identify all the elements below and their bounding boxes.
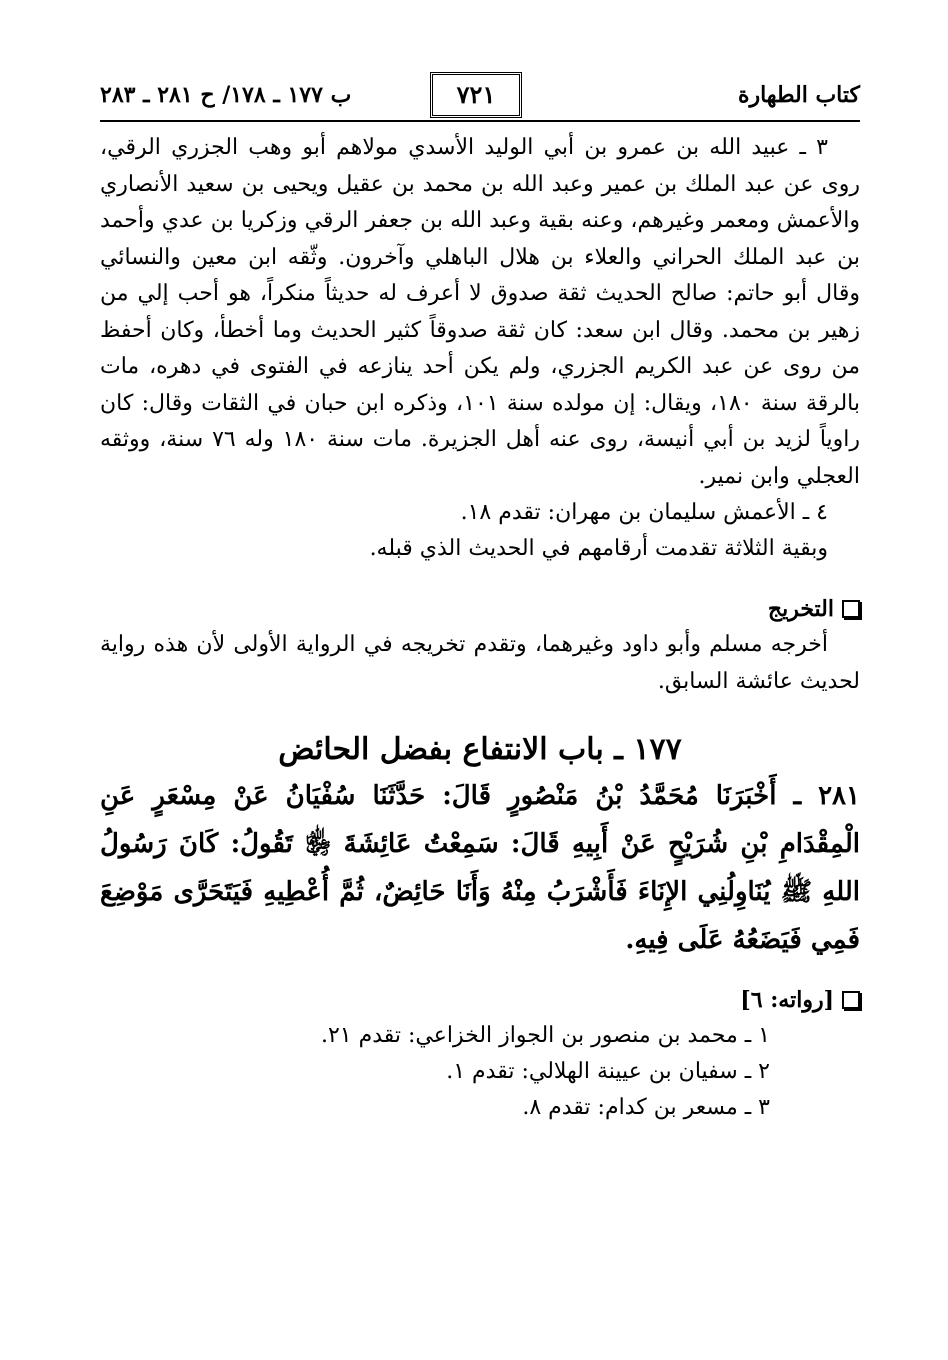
- page-header: [100, 64, 860, 122]
- narrators-heading: [100, 982, 860, 1018]
- narrators-list: [100, 1018, 860, 1126]
- narrators-heading-label: [رواته: ٦]: [740, 987, 834, 1013]
- chapter-title: ١٧٧ ـ باب الانتفاع بفضل الحائض: [278, 732, 682, 767]
- narrator-item: ١ ـ محمد بن منصور بن الجواز الخزاعي: تقدم ٢١.: [320, 1023, 770, 1048]
- chapter-hadith-range: ب ١٧٧ ـ ١٧٨/ ح ٢٨١ ـ ٢٨٣: [100, 82, 352, 108]
- narrator-4: ٤ ـ الأعمش سليمان بن مهران: تقدم ١٨.: [460, 500, 828, 525]
- narrator-item: ٢ ـ سفيان بن عيينة الهلالي: تقدم ١.: [446, 1059, 770, 1084]
- remaining-narrators-note: وبقية الثلاثة تقدمت أرقامهم في الحديث الذي قبله.: [369, 536, 828, 561]
- square-bullet-icon: [842, 991, 860, 1009]
- page-number: ٧٢١: [430, 72, 522, 118]
- takhrij-text: أخرجه مسلم وأبو داود وغيرهما، وتقدم تخريجه في الرواية الأولى لأن هذه رواية لحديث عائشة السابق.: [100, 632, 860, 694]
- square-bullet-icon: [842, 600, 860, 618]
- narrator-biography: ٣ ـ عبيد الله بن عمرو بن أبي الوليد الأسدي مولاهم أبو وهب الجزري الرقي، روى عن عبد الملك بن عمير وعبد الله بن محمد بن عقيل ويحيى بن سعيد الأنصاري والأعمش ومعمر وغيرهم، وعنه بقية وعبد الله بن جعفر الرقي وزكريا بن عدي وأحمد بن عبد الملك الحراني والعلاء بن هلال الباهلي وآخرون. وثّقه ابن معين والنسائي وقال أبو حاتم: صالح الحديث ثقة صدوق لا أعرف له حديثاً منكراً، هو أحب إلي من زهير بن محمد. وقال ابن سعد: كان ثقة صدوقاً كثير الحديث وما أخطأ، وكان أحفظ من روى عن عبد الكريم الجزري، ولم يكن أحد ينازعه في الفتوى في دهره، مات بالرقة سنة ١٨٠، ويقال: إن مولده سنة ١٠١، وذكره ابن حبان في الثقات وقال: كان راوياً لزيد بن أبي أنيسة، روى عنه أهل الجزيرة. مات سنة ١٨٠ وله ٧٦ سنة، ووثقه العجلي وابن نمير.: [100, 135, 861, 489]
- narrator-item: ٣ ـ مسعر بن كدام: تقدم ٨.: [522, 1095, 770, 1120]
- takhrij-heading: [100, 591, 860, 627]
- takhrij-heading-label: التخريج: [767, 596, 834, 622]
- hadith-text: ٢٨١ ـ أَخْبَرَنَا مُحَمَّدُ بْنُ مَنْصُورٍ قَالَ: حَدَّثَنَا سُفْيَانُ عَنْ مِسْعَرٍ عَنِ الْمِقْدَامِ بْنِ شُرَيْحٍ عَنْ أَبِيهِ قَالَ: سَمِعْتُ عَائِشَةَ ﵂ تَقُولُ: كَانَ رَسُولُ اللهِ ﷺ يُنَاوِلُنِي الإِنَاءَ فَأَشْرَبُ مِنْهُ وَأَنَا حَائِضٌ، ثُمَّ أُعْطِيهِ فَيَتَحَرَّى مَوْضِعَ فَمِي فَيَضَعُهُ عَلَى فِيهِ.: [100, 781, 860, 955]
- book-page: [100, 64, 860, 1126]
- book-title: كتاب الطهارة: [737, 82, 860, 108]
